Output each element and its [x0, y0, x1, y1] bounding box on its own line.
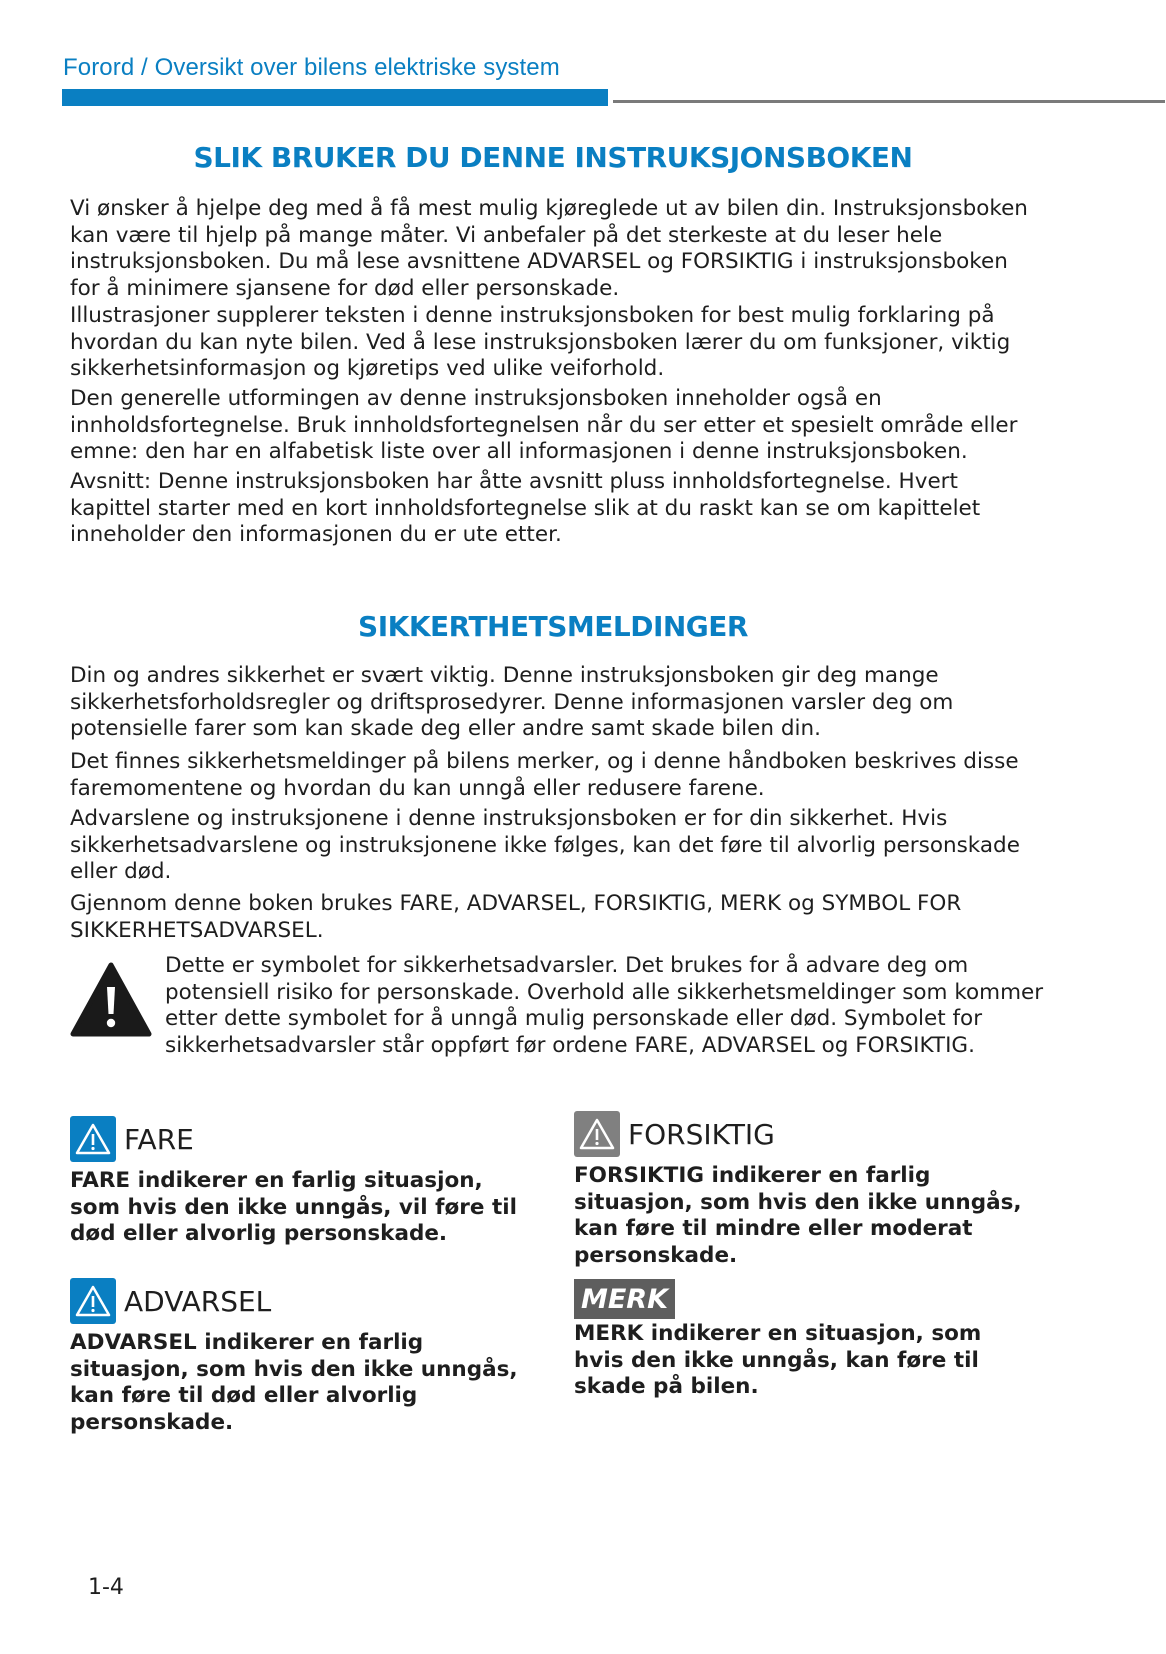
page-number: 1-4	[88, 1575, 124, 1600]
paragraph: Det finnes sikkerhetsmeldinger på bilens merker, og i denne håndboken beskrives disse faremomentene og hvordan du kan unngå eller redusere farene.	[70, 749, 1019, 801]
warning-triangle-icon	[70, 962, 152, 1038]
merk-badge: MERK	[574, 1279, 675, 1319]
forsiktig-badge	[574, 1111, 775, 1157]
paragraph: Gjennom denne boken brukes FARE, ADVARSEL, FORSIKTIG, MERK og SYMBOL FOR SIKKERHETSADVARSEL.	[70, 891, 962, 943]
fare-badge	[70, 1116, 194, 1162]
breadcrumb: Forord / Oversikt over bilens elektriske system	[63, 54, 560, 81]
warning-triangle-icon	[574, 1111, 620, 1157]
fare-definition: FARE indikerer en farlig situasjon, som hvis den ikke unngås, vil føre til død eller alvorlig personskade.	[70, 1168, 517, 1246]
warning-triangle-icon	[70, 1278, 116, 1324]
section-title-safety: SIKKERTHETSMELDINGER	[358, 610, 748, 643]
warning-triangle-icon	[70, 1116, 116, 1162]
paragraph: Den generelle utformingen av denne instruksjonsboken inneholder også en innholdsfortegnelse. Bruk innholdsfortegnelsen når du ser etter et spesielt område eller emne: den har en alfabetisk liste over all informasjonen i denne instruksjonsboken.	[70, 386, 1018, 464]
header-rule-accent	[62, 89, 608, 106]
section-title-instructions: SLIK BRUKER DU DENNE INSTRUKSJONSBOKEN	[193, 141, 913, 174]
paragraph: Din og andres sikkerhet er svært viktig. Denne instruksjonsboken gir deg mange sikkerhetsforholdsregler og driftsprosedyrer. Denne informasjonen varsler deg om potensielle farer som kan skade deg eller andre samt skade bilen din.	[70, 663, 954, 741]
paragraph: Illustrasjoner supplerer teksten i denne instruksjonsboken for best mulig forklaring på hvordan du kan nyte bilen. Ved å lese instruksjonsboken lærer du om funksjoner, viktig sikkerhetsinformasjon og kjøretips ved ulike veiforhold.	[70, 303, 1011, 381]
header-rule	[613, 100, 1165, 103]
merk-definition: MERK indikerer en situasjon, som hvis den ikke unngås, kan føre til skade på bilen.	[574, 1321, 982, 1399]
symbol-description: Dette er symbolet for sikkerhetsadvarsler. Det brukes for å advare deg om potensiell risiko for personskade. Overhold alle sikkerhetsmeldinger som kommer etter dette symbolet for å unngå mulig personskade eller død. Symbolet for sikkerhetsadvarsler står oppført før ordene FARE, ADVARSEL og FORSIKTIG.	[165, 953, 1044, 1058]
paragraph: Vi ønsker å hjelpe deg med å få mest mulig kjøreglede ut av bilen din. Instruksjonsboken kan være til hjelp på mange måter. Vi anbefaler på det sterkeste at du leser hele instruksjonsboken. Du må lese avsnittene ADVARSEL og FORSIKTIG i instruksjonsboken for å minimere sjansene for død eller personskade.	[70, 196, 1028, 301]
advarsel-label: ADVARSEL	[124, 1284, 272, 1318]
advarsel-badge	[70, 1278, 271, 1324]
fare-label: FARE	[124, 1122, 194, 1156]
forsiktig-label: FORSIKTIG	[628, 1117, 775, 1151]
paragraph: Advarslene og instruksjonene i denne instruksjonsboken er for din sikkerhet. Hvis sikkerhetsadvarslene og instruksjonene ikke følges, kan det føre til alvorlig personskade eller død.	[70, 806, 1020, 884]
paragraph: Avsnitt: Denne instruksjonsboken har åtte avsnitt pluss innholdsfortegnelse. Hvert kapittel starter med en kort innholdsfortegnelse slik at du raskt kan se om kapittelet inneholder den informasjonen du er ute etter.	[70, 469, 981, 547]
forsiktig-definition: FORSIKTIG indikerer en farlig situasjon, som hvis den ikke unngås, kan føre til mindre eller moderat personskade.	[574, 1163, 1022, 1268]
advarsel-definition: ADVARSEL indikerer en farlig situasjon, som hvis den ikke unngås, kan føre til død eller alvorlig personskade.	[70, 1330, 518, 1435]
